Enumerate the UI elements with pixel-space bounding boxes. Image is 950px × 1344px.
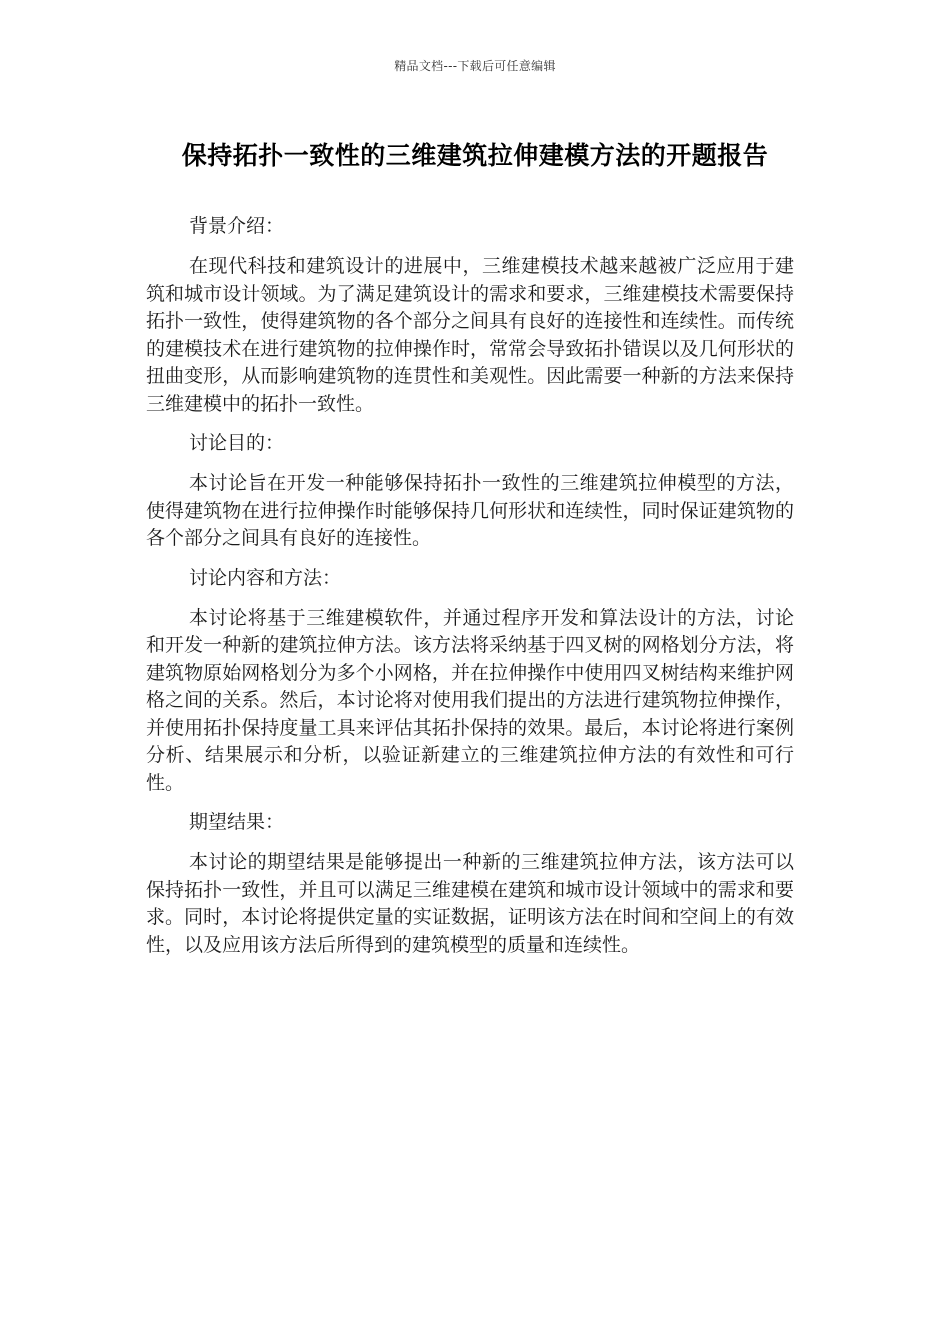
- section-heading: 背景介绍：: [189, 215, 285, 237]
- section-heading: 期望结果：: [189, 811, 285, 833]
- section-background: [146, 213, 794, 418]
- section-heading: 讨论目的：: [189, 432, 285, 454]
- document-title: 保持拓扑一致性的三维建筑拉伸建模方法的开题报告: [181, 141, 769, 170]
- section-content-method: [146, 565, 794, 798]
- document-body: [146, 213, 794, 971]
- section-purpose: [146, 430, 794, 553]
- section-paragraph: 本讨论的期望结果是能够提出一种新的三维建筑拉伸方法，该方法可以保持拓扑一致性，并且可以满足三维建模在建筑和城市设计领域中的需求和要求。同时，本讨论将提供定量的实证数据，证明该方法在时间和空间上的有效性，以及应用该方法后所得到的建筑模型的质量和连续性。: [146, 851, 794, 956]
- section-paragraph: 本讨论将基于三维建模软件，并通过程序开发和算法设计的方法，讨论和开发一种新的建筑拉伸方法。该方法将采纳基于四叉树的网格划分方法，将建筑物原始网格划分为多个小网格，并在拉伸操作中使用四叉树结构来维护网格之间的关系。然后，本讨论将对使用我们提出的方法进行建筑物拉伸操作，并使用拓扑保持度量工具来评估其拓扑保持的效果。最后，本讨论将进行案例分析、结果展示和分析，以验证新建立的三维建筑拉伸方法的有效性和可行性。: [146, 606, 794, 794]
- section-heading: 讨论内容和方法：: [189, 566, 342, 589]
- header-note: 精品文档---下载后可任意编辑: [394, 59, 556, 73]
- section-expected-results: [146, 809, 794, 959]
- section-paragraph: 在现代科技和建筑设计的进展中，三维建模技术越来越被广泛应用于建筑和城市设计领域。为了满足建筑设计的需求和要求，三维建模技术需要保持拓扑一致性，使得建筑物的各个部分之间具有良好的连接性和连续性。而传统的建模技术在进行建筑物的拉伸操作时，常常会导致拓扑错误以及几何形状的扭曲变形，从而影响建筑物的连贯性和美观性。因此需要一种新的方法来保持三维建模中的拓扑一致性。: [146, 255, 794, 415]
- section-paragraph: 本讨论旨在开发一种能够保持拓扑一致性的三维建筑拉伸模型的方法，使得建筑物在进行拉伸操作时能够保持几何形状和连续性，同时保证建筑物的各个部分之间具有良好的连接性。: [146, 472, 794, 549]
